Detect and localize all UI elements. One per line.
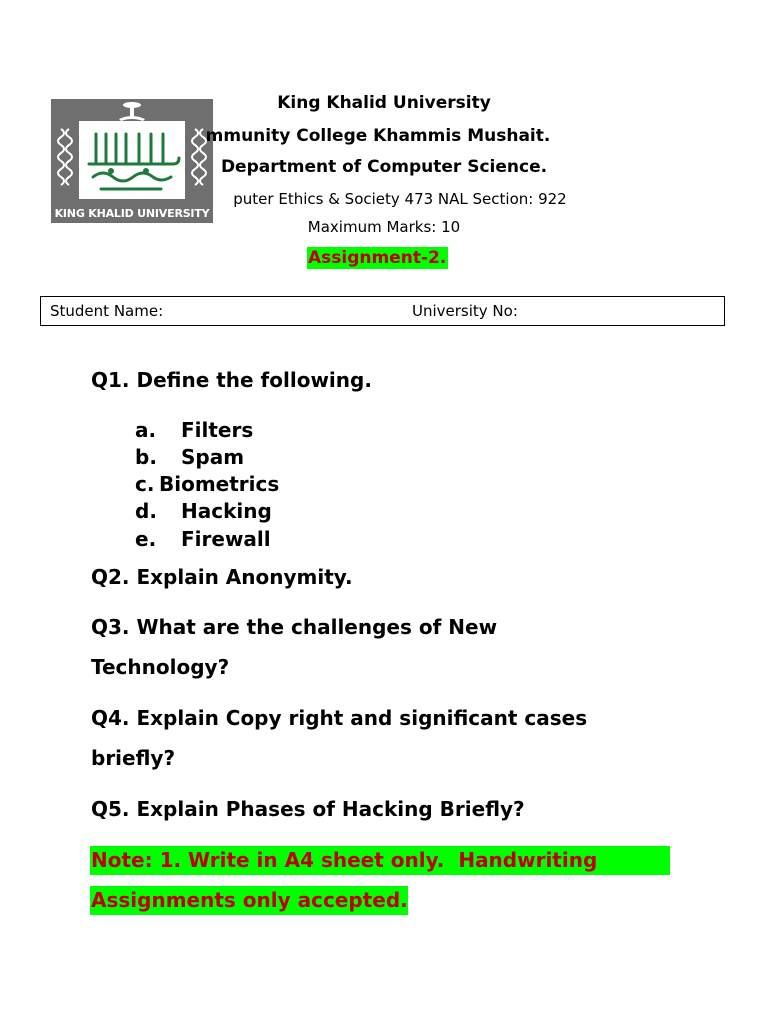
assignment-title: Assignment-2. xyxy=(308,248,447,268)
item-text: Hacking xyxy=(181,499,272,523)
college-name: mmunity College Khammis Mushait. xyxy=(205,126,551,146)
student-name-label: Student Name: xyxy=(50,302,164,320)
question-1: Q1. Define the following. xyxy=(91,368,372,392)
question-3-line-1: Q3. What are the challenges of New xyxy=(91,615,498,639)
question-4-line-1: Q4. Explain Copy right and significant cases xyxy=(91,706,588,730)
item-letter: c. xyxy=(135,472,155,496)
university-no-label: University No: xyxy=(412,302,518,320)
item-text: Spam xyxy=(181,445,245,469)
item-letter: a. xyxy=(135,418,157,442)
item-letter: b. xyxy=(135,445,157,469)
university-name: King Khalid University xyxy=(277,93,491,113)
item-letter: e. xyxy=(135,527,157,551)
question-2: Q2. Explain Anonymity. xyxy=(91,565,353,589)
department-name: Department of Computer Science. xyxy=(220,157,548,177)
item-text: Firewall xyxy=(181,527,271,551)
logo-caption: KING KHALID UNIVERSITY xyxy=(54,207,210,220)
note-line-2: Assignments only accepted. xyxy=(90,886,408,915)
note-line-1: Note: 1. Write in A4 sheet only. Handwriting xyxy=(90,846,670,875)
item-text: Biometrics xyxy=(159,472,280,496)
question-5: Q5. Explain Phases of Hacking Briefly? xyxy=(91,797,525,821)
item-text: Filters xyxy=(181,418,254,442)
student-info-box xyxy=(40,296,725,326)
course-info: puter Ethics & Society 473 NAL Section: 922 xyxy=(233,190,567,208)
logo-overlay xyxy=(51,99,213,223)
item-letter: d. xyxy=(135,499,157,523)
question-3-line-2: Technology? xyxy=(91,655,230,679)
maximum-marks: Maximum Marks: 10 xyxy=(307,218,461,236)
question-4-line-2: briefly? xyxy=(91,746,176,770)
